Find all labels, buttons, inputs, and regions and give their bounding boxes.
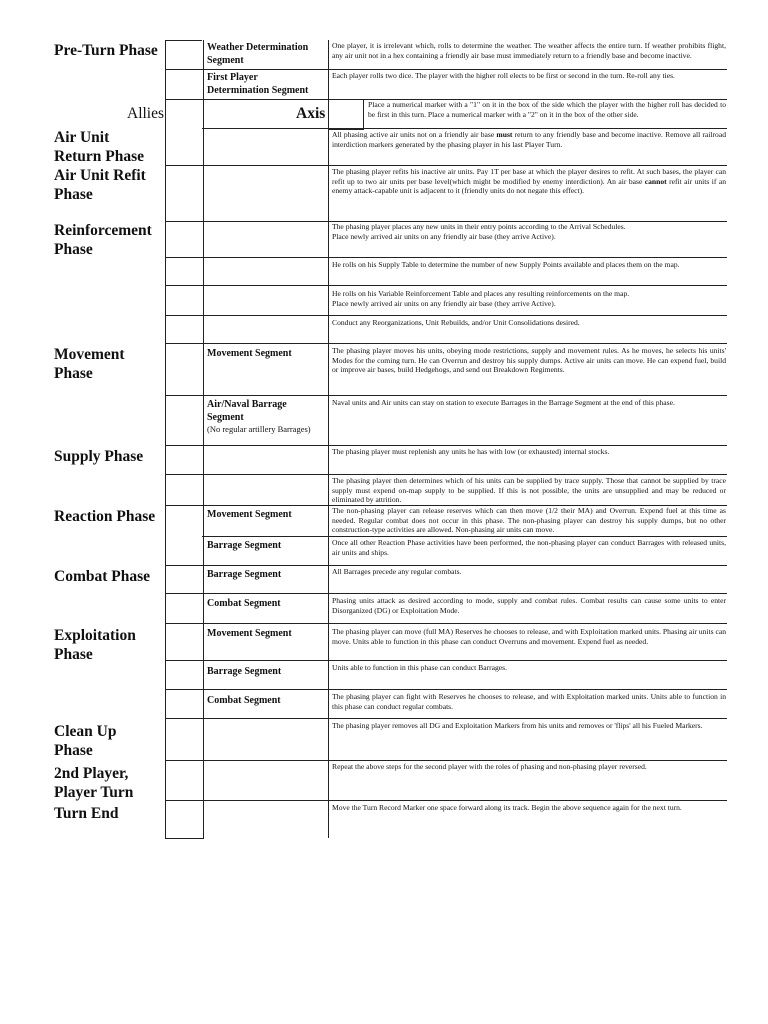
desc-reinforcement-reorg: Conduct any Reorganizations, Unit Rebuilds, and/or Unit Consolidations desired. bbox=[332, 318, 580, 327]
phase-label-line: Movement bbox=[54, 346, 125, 363]
desc-reinforcement-arrival bbox=[332, 222, 726, 241]
phase-clean-up bbox=[54, 722, 116, 760]
desc-emphasis: must bbox=[496, 130, 513, 139]
segment-exploitation-movement: Movement Segment bbox=[207, 628, 292, 639]
allies-label: Allies bbox=[127, 105, 165, 122]
phase-label-line: Phase bbox=[54, 646, 93, 663]
row-divider bbox=[165, 800, 727, 801]
segment-label-line: First Player bbox=[207, 72, 258, 83]
row-divider bbox=[165, 343, 727, 344]
row-divider bbox=[165, 760, 727, 761]
row-divider bbox=[202, 128, 727, 129]
desc-text: The phasing player refits his inactive air units. Pay 1T per base at which the player desires to refit. At such bases, the player can refit up to two air units per base level(which might be modified by enemy interdiction). An air base bbox=[332, 167, 726, 186]
segment-label-line: Segment bbox=[207, 412, 244, 423]
desc-reaction-barrage: Once all other Reaction Phase activities have been performed, the non-phasing player can conduct Barrages with released units, air units and ships. bbox=[332, 538, 726, 557]
allies-marker-column bbox=[165, 40, 204, 839]
desc-line: He rolls on his Variable Reinforcement Table and places any resulting reinforcements on the map. bbox=[332, 289, 630, 298]
row-divider bbox=[165, 69, 202, 70]
segment-reaction-movement: Movement Segment bbox=[207, 509, 292, 520]
phase-second-player bbox=[54, 764, 133, 802]
phase-label-line: Air Unit Refit bbox=[54, 167, 146, 184]
phase-label-line: Exploitation bbox=[54, 627, 136, 644]
desc-combat-barrage: All Barrages precede any regular combats. bbox=[332, 567, 462, 576]
row-divider bbox=[165, 565, 727, 566]
desc-text: return to any friendly base and become inactive. Remove all railroad interdiction markers generated by the phasing player in his last Player Turn. bbox=[332, 130, 726, 149]
segment-combat-combat: Combat Segment bbox=[207, 598, 281, 609]
desc-exploitation-combat: The phasing player can fight with Reserves he chooses to release, and with Exploitation marked units. Units able to function in this phase can conduct regular combats. bbox=[332, 692, 726, 711]
row-divider bbox=[165, 257, 727, 258]
segment-label-line: Segment bbox=[207, 55, 244, 66]
row-divider bbox=[202, 536, 727, 537]
segment-first-player bbox=[207, 71, 325, 97]
desc-air-unit-refit bbox=[332, 167, 726, 196]
desc-line: The phasing player places any new units in their entry points according to the Arrival Schedules. bbox=[332, 222, 626, 231]
phase-label-line: Phase bbox=[54, 365, 93, 382]
desc-line: Place newly arrived air units on any friendly air base (they arrive Active). bbox=[332, 298, 556, 308]
desc-text: refit air units if an enemy attack-capable unit is adjacent to it (friendly units do not negate this effect). bbox=[332, 176, 726, 196]
desc-combat-combat: Phasing units attack as desired according to mode, supply and combat rules. Combat results can cause some units to enter Disorganized (DG) or Exploitation Mode. bbox=[332, 596, 726, 615]
desc-air-naval-barrage: Naval units and Air units can stay on station to execute Barrages in the Barrage Segment at the end of this phase. bbox=[332, 398, 675, 407]
desc-reinforcement-supply: He rolls on his Supply Table to determine the number of new Supply Points available and places them on the map. bbox=[332, 260, 680, 269]
phase-air-unit-refit bbox=[54, 166, 146, 204]
phase-air-unit-return bbox=[54, 128, 144, 166]
segment-label-line: Air/Naval Barrage bbox=[207, 399, 287, 410]
desc-turn-end: Move the Turn Record Marker one space forward along its track. Begin the above sequence again for the next turn. bbox=[332, 803, 682, 812]
phase-combat: Combat Phase bbox=[54, 568, 151, 585]
phase-label-line: Return Phase bbox=[54, 148, 144, 165]
desc-text: All phasing active air units not on a friendly air base bbox=[332, 130, 497, 139]
row-divider bbox=[165, 285, 727, 286]
phase-label-line: Phase bbox=[54, 241, 93, 258]
desc-exploitation-movement: The phasing player can move (full MA) Reserves he chooses to release, and with Exploitation marked units. Phasing air units can move. Units able to function in this phase can conduct Overruns and movement. Expend fuel as needed. bbox=[332, 627, 726, 646]
phase-label-line: Phase bbox=[54, 742, 93, 759]
row-divider bbox=[165, 40, 202, 41]
segment-exploitation-combat: Combat Segment bbox=[207, 695, 281, 706]
phase-label-line: Air Unit bbox=[54, 129, 110, 146]
segment-combat-barrage: Barrage Segment bbox=[207, 569, 282, 580]
phase-label-line: Phase bbox=[54, 186, 93, 203]
desc-axis-marker: Place a numerical marker with a "1" on it in the box of the side which the player with the higher roll has decided to be first in this turn. Place a numerical marker with a "2" on it in the box of the other side. bbox=[368, 100, 726, 119]
desc-air-unit-return bbox=[332, 130, 726, 149]
column-divider bbox=[328, 40, 329, 838]
desc-supply-replenish: The phasing player must replenish any units he has with low (or exhausted) internal stocks. bbox=[332, 447, 610, 456]
axis-marker-box bbox=[328, 99, 364, 130]
row-divider bbox=[165, 474, 727, 475]
row-divider bbox=[202, 69, 727, 70]
row-divider bbox=[165, 623, 727, 624]
desc-exploitation-barrage: Units able to function in this phase can conduct Barrages. bbox=[332, 663, 508, 672]
desc-second-player: Repeat the above steps for the second player with the roles of phasing and non-phasing player reversed. bbox=[332, 762, 647, 771]
desc-clean-up: The phasing player removes all DG and Exploitation Markers from his units and removes or 'flips' all his Fueled Markers. bbox=[332, 721, 703, 730]
row-divider bbox=[165, 165, 727, 166]
segment-weather bbox=[207, 41, 325, 67]
phase-movement bbox=[54, 345, 125, 383]
desc-line: Place newly arrived air units on any friendly air base (they arrive Active). bbox=[332, 231, 556, 241]
segment-note: (No regular artillery Barrages) bbox=[207, 424, 311, 434]
phase-pre-turn: Pre-Turn Phase bbox=[54, 42, 158, 59]
row-divider bbox=[165, 593, 727, 594]
segment-label-line: Weather Determination bbox=[207, 42, 309, 53]
row-divider bbox=[165, 445, 727, 446]
row-divider bbox=[165, 660, 727, 661]
desc-reinforcement-variable bbox=[332, 289, 726, 308]
segment-air-naval-barrage bbox=[207, 398, 325, 435]
segment-reaction-barrage: Barrage Segment bbox=[207, 540, 282, 551]
desc-supply-trace: The phasing player then determines which of his units can be supplied by trace supply. Those that cannot be supplied by trace supply must expend on-map supply to be supplied. If this is not possible, the units are unsupplied and may be reduced or eliminated by attrition. bbox=[332, 476, 726, 505]
phase-label-line: Clean Up bbox=[54, 723, 117, 740]
phase-reinforcement bbox=[54, 221, 152, 259]
row-divider bbox=[165, 315, 727, 316]
phase-exploitation bbox=[54, 626, 136, 664]
desc-weather: One player, it is irrelevant which, rolls to determine the weather. The weather affects the entire turn. If weather prohibits flight, any air unit not in a hex containing a friendly air base must immediately return to a friendly base and become inactive. bbox=[332, 41, 726, 60]
row-divider bbox=[165, 395, 727, 396]
desc-movement: The phasing player moves his units, obeying mode restrictions, supply and movement rules. As he moves, he selects his units' Modes for the coming turn. He can Overrun and destroy his supply dumps. Active air units can move. He can expend fuel, build or improve air bases, build Hedgehogs, and send out Breakdown Regiments. bbox=[332, 346, 726, 375]
row-divider bbox=[165, 689, 727, 690]
phase-label-line: Reinforcement bbox=[54, 222, 152, 239]
segment-label-line: Determination Segment bbox=[207, 85, 309, 96]
segment-movement: Movement Segment bbox=[207, 348, 292, 359]
phase-turn-end: Turn End bbox=[54, 805, 119, 822]
phase-reaction: Reaction Phase bbox=[54, 508, 156, 525]
row-divider bbox=[165, 718, 727, 719]
desc-first-player: Each player rolls two dice. The player with the higher roll elects to be first or second in the turn. Re-roll any ties. bbox=[332, 71, 675, 80]
phase-supply: Supply Phase bbox=[54, 448, 144, 465]
phase-label-line: 2nd Player, bbox=[54, 765, 129, 782]
segment-exploitation-barrage: Barrage Segment bbox=[207, 666, 282, 677]
desc-reaction-movement: The non-phasing player can release reserves which can then move (1/2 their MA) and Overrun. Expend fuel at this time as needed. Regular combat does not occur in this phase. The non-phasing player can destroy his supply dumps, but no other construction-type activities are allowed. Non-phasing air units can move. bbox=[332, 506, 726, 535]
phase-label-line: Player Turn bbox=[54, 784, 134, 801]
axis-label: Axis bbox=[296, 105, 326, 122]
desc-emphasis: cannot bbox=[644, 176, 667, 186]
